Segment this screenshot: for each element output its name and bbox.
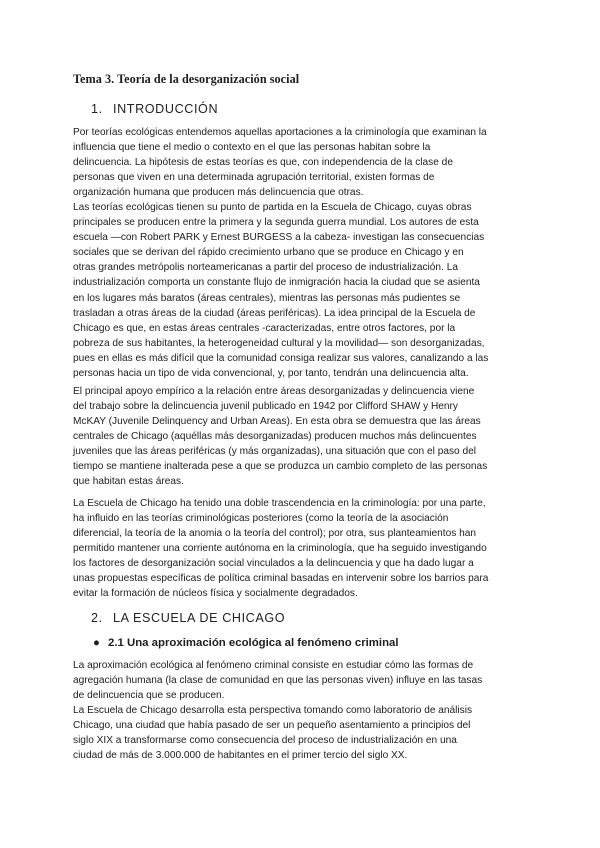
text-line: La aproximación ecológica al fenómeno criminal consiste en estudiar cómo las formas de: [73, 660, 474, 671]
intro-paragraph-3: [73, 496, 533, 601]
text-line: Chicago, una ciudad que había pasado de ser un pequeño asentamiento a principios del: [73, 720, 471, 732]
text-line: ha influido en las teorías criminológicas posteriores (como la teoría de la asociación: [73, 513, 449, 525]
section-1-number: 1.: [91, 102, 103, 116]
text-line: personas hacia un tipo de vida convencional, y, por tanto, tendrán una delincuencia alta.: [73, 367, 469, 379]
text-line: principales se producen entre la primera y la segunda guerra mundial. Los autores de esta: [73, 217, 479, 229]
section-1-heading: [91, 102, 218, 116]
text-line: organización humana que producen más delincuencia que otras.: [73, 187, 364, 199]
section-2-number: 2.: [91, 611, 103, 625]
text-line: otras grandes metrópolis norteamericanas a partir del proceso de industrialización. La: [73, 262, 458, 274]
text-line: escuela —con Robert PARK y Ernest BURGESS a la cabeza- investigan las consecuencias: [73, 232, 485, 244]
document-title: Tema 3. Teoría de la desorganización social: [73, 72, 300, 86]
text-line: industrialización comporta un constante flujo de inmigración hacia la ciudad que se asienta: [73, 277, 480, 289]
text-line: delincuencia. La hipótesis de estas teorías es que, con independencia de la clase de: [73, 157, 453, 169]
subsection-2-1-title: 2.1 Una aproximación ecológica al fenómeno criminal: [108, 637, 399, 649]
text-line: del trabajo sobre la delincuencia juvenil publicado en 1942 por Clifford SHAW y Henry: [73, 401, 458, 413]
text-line: Las teorías ecológicas tienen su punto de partida en la Escuela de Chicago, cuyas obras: [73, 202, 472, 214]
text-line: pobreza de sus habitantes, la heterogeneidad cultural y la movilidad— son desorganizadas,: [73, 337, 485, 349]
text-line: El principal apoyo empírico a la relación entre áreas desorganizadas y delincuencia viene: [73, 386, 475, 397]
section-1-title: INTRODUCCIÓN: [113, 102, 219, 116]
intro-paragraph-1: [73, 125, 533, 381]
text-line: juveniles que las áreas periféricas (y más organizadas), una situación que con el paso del: [73, 446, 476, 458]
text-line: ciudad de más de 3.000.000 de habitantes en el primer tercio del siglo XX.: [73, 750, 408, 762]
text-line: permitido mantener una corriente autónoma en la criminología, que ha seguido investigando: [73, 543, 487, 555]
text-line: agregación humana (la clase de comunidad en que las personas viven) influye en las tasas: [73, 675, 483, 687]
text-line: La Escuela de Chicago ha tenido una doble trascendencia en la criminología: por una parte,: [73, 498, 486, 509]
text-line: diferencial, la teoría de la anomia o la teoría del control); por otra, sus planteamientos han: [73, 528, 476, 540]
text-line: personas que viven en una determinada agrupación territorial, existen formas de: [73, 172, 435, 184]
section-2-title: LA ESCUELA DE CHICAGO: [113, 611, 286, 625]
intro-paragraph-2: [73, 384, 533, 489]
text-line: evitar la formación de núcleos física y socialmente degradados.: [73, 588, 358, 600]
text-line: tiempo se mantiene inalterada pese a que se produzca un cambio completo de las personas: [73, 461, 488, 473]
text-line: en los lugares más baratos (áreas centrales), mientras las personas más pudientes se: [73, 292, 461, 304]
text-line: McKAY (Juvenile Delinquency and Urban Areas). En esta obra se demuestra que las áreas: [73, 416, 481, 428]
text-line: que habitan estas áreas.: [73, 476, 184, 488]
text-line: pues en ellas es más difícil que la comunidad consiga realizar sus valores, canalizando a las: [73, 352, 489, 364]
text-line: trasladan a otras áreas de la ciudad (áreas periféricas). La idea principal de la Escuela de: [73, 307, 476, 319]
text-line: influencia que tiene el medio o contexto en el que las personas habitan sobre la: [73, 142, 431, 154]
text-line: centrales de Chicago (aquéllas más desorganizadas) producen muchos más delincuentes: [73, 431, 477, 443]
text-line: siglo XIX a transformarse como consecuencia del proceso de industrialización en una: [73, 735, 457, 747]
section-2-paragraph: [73, 658, 533, 763]
text-line: Por teorías ecológicas entendemos aquellas aportaciones a la criminología que examinan la: [73, 127, 487, 138]
section-2-heading: [91, 611, 285, 625]
text-line: de delincuencia que se producen.: [73, 690, 225, 702]
text-line: Chicago es que, en estas áreas centrales -caracterizadas, entre otros factores, por la: [73, 322, 456, 334]
text-line: los factores de desorganización social vinculados a la delincuencia y que ha dado lugar a: [73, 558, 474, 570]
text-line: unas propuestas específicas de política criminal basadas en intervenir sobre los barrios para: [73, 573, 489, 585]
text-line: La Escuela de Chicago desarrolla esta perspectiva tomando como laboratorio de análisis: [73, 705, 473, 717]
bullet-icon: ●: [93, 637, 100, 649]
text-line: sociales que se derivan del rápido crecimiento urbano que se produce en Chicago y en: [73, 247, 464, 259]
